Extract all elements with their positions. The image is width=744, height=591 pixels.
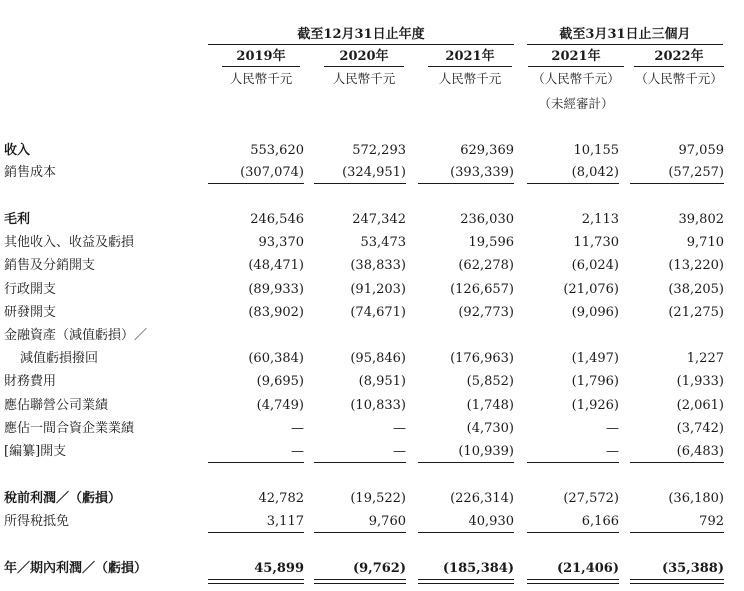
col-header-rule xyxy=(634,66,724,67)
table-cell: (307,074) xyxy=(240,165,304,180)
total-double-rule xyxy=(418,579,514,584)
table-cell: (5,852) xyxy=(466,374,514,389)
table-cell: (8,951) xyxy=(358,374,406,389)
row-label: 應佔聯營公司業績 xyxy=(4,398,109,413)
col-header-year: 2019年 xyxy=(236,49,286,64)
table-cell: 93,370 xyxy=(258,235,304,250)
col-header-note: （未經審計） xyxy=(538,96,614,111)
table-cell: (10,833) xyxy=(350,398,406,413)
subtotal-rule xyxy=(314,462,406,463)
table-cell: 629,369 xyxy=(460,143,514,158)
subtotal-rule xyxy=(630,183,724,184)
subtotal-rule xyxy=(630,532,724,533)
table-cell: (19,522) xyxy=(350,491,406,506)
row-label: 稅前利潤／（虧損） xyxy=(4,491,122,506)
col-header-rule xyxy=(324,66,404,67)
table-cell: (393,339) xyxy=(450,165,514,180)
table-cell: (185,384) xyxy=(442,561,514,576)
table-cell: 792 xyxy=(699,514,724,529)
table-cell: (91,203) xyxy=(350,282,406,297)
table-cell: 97,059 xyxy=(678,143,724,158)
table-cell: (4,749) xyxy=(256,398,304,413)
table-cell: (2,061) xyxy=(676,398,724,413)
row-label-continued: 減值虧損撥回 xyxy=(20,351,99,366)
table-cell: (57,257) xyxy=(668,165,724,180)
table-cell: (38,833) xyxy=(350,258,406,273)
table-cell: (9,695) xyxy=(256,374,304,389)
table-cell: 553,620 xyxy=(250,143,304,158)
total-double-rule xyxy=(630,579,724,584)
table-cell: (48,471) xyxy=(248,258,304,273)
subtotal-rule xyxy=(527,532,619,533)
table-cell: (324,951) xyxy=(342,165,406,180)
table-cell: 247,342 xyxy=(352,212,406,227)
table-cell: (126,657) xyxy=(450,282,514,297)
table-cell: 9,710 xyxy=(686,235,724,250)
table-cell: 246,546 xyxy=(250,212,304,227)
total-double-rule xyxy=(208,579,304,584)
total-double-rule xyxy=(527,579,619,584)
col-header-unit: 人民幣千元 xyxy=(332,71,396,86)
table-cell: (6,024) xyxy=(571,258,619,273)
table-cell: (1,748) xyxy=(466,398,514,413)
table-cell: (9,762) xyxy=(352,561,406,576)
subtotal-rule xyxy=(314,532,406,533)
col-header-rule xyxy=(222,66,300,67)
table-cell: 19,596 xyxy=(468,235,514,250)
table-cell: 1,227 xyxy=(686,351,724,366)
group-header-quarter-rule xyxy=(527,44,723,45)
table-cell: 236,030 xyxy=(460,212,514,227)
subtotal-rule xyxy=(527,183,619,184)
table-cell: (36,180) xyxy=(668,491,724,506)
subtotal-rule xyxy=(208,183,304,184)
col-header-year: 2022年 xyxy=(654,49,704,64)
table-cell: (13,220) xyxy=(668,258,724,273)
table-cell: (1,796) xyxy=(571,374,619,389)
table-cell: — xyxy=(393,444,406,459)
row-label: 銷售成本 xyxy=(4,165,57,180)
table-cell: (21,076) xyxy=(563,282,619,297)
table-cell: 9,760 xyxy=(368,514,406,529)
row-label: 行政開支 xyxy=(4,282,57,297)
table-cell: (74,671) xyxy=(350,305,406,320)
table-cell: (10,939) xyxy=(458,444,514,459)
row-label: 毛利 xyxy=(4,212,31,227)
subtotal-rule xyxy=(630,462,724,463)
table-cell: (21,406) xyxy=(556,561,619,576)
table-cell: — xyxy=(606,444,619,459)
table-cell: 11,730 xyxy=(573,235,619,250)
row-label: 應佔一間合資企業業績 xyxy=(4,421,135,436)
table-cell: (83,902) xyxy=(248,305,304,320)
table-cell: (35,388) xyxy=(661,561,724,576)
table-cell: (92,773) xyxy=(458,305,514,320)
table-cell: (6,483) xyxy=(676,444,724,459)
row-label: 銷售及分銷開支 xyxy=(4,258,96,273)
table-cell: (8,042) xyxy=(571,165,619,180)
col-header-rule xyxy=(428,66,512,67)
table-cell: (1,497) xyxy=(571,351,619,366)
table-cell: 6,166 xyxy=(581,514,619,529)
col-header-year: 2020年 xyxy=(339,49,389,64)
row-label: 研發開支 xyxy=(4,305,57,320)
table-cell: (89,933) xyxy=(248,282,304,297)
table-cell: 3,117 xyxy=(266,514,304,529)
table-cell: — xyxy=(606,421,619,436)
row-label: 財務費用 xyxy=(4,374,57,389)
subtotal-rule xyxy=(314,183,406,184)
subtotal-rule xyxy=(418,462,514,463)
table-cell: 10,155 xyxy=(573,143,619,158)
col-header-unit: （人民幣千元） xyxy=(635,71,723,86)
col-header-unit: 人民幣千元 xyxy=(438,71,502,86)
table-cell: (176,963) xyxy=(450,351,514,366)
row-label: 金融資產（減值虧損）／ xyxy=(4,328,148,343)
subtotal-rule xyxy=(527,462,619,463)
total-double-rule xyxy=(314,579,406,584)
col-header-rule xyxy=(528,66,624,67)
table-cell: — xyxy=(291,421,304,436)
table-cell: — xyxy=(291,444,304,459)
table-cell: (60,384) xyxy=(248,351,304,366)
group-header-year-rule xyxy=(208,44,514,45)
table-cell: 2,113 xyxy=(581,212,619,227)
table-cell: 45,899 xyxy=(254,561,304,576)
table-cell: 39,802 xyxy=(678,212,724,227)
table-cell: (1,933) xyxy=(676,374,724,389)
table-cell: (3,742) xyxy=(676,421,724,436)
table-cell: (226,314) xyxy=(450,491,514,506)
table-cell: (1,926) xyxy=(571,398,619,413)
table-cell: 572,293 xyxy=(352,143,406,158)
table-cell: (95,846) xyxy=(350,351,406,366)
table-cell: (4,730) xyxy=(466,421,514,436)
row-label: 收入 xyxy=(4,143,31,158)
group-header-year: 截至12月31日止年度 xyxy=(297,27,425,42)
col-header-unit: （人民幣千元） xyxy=(532,71,620,86)
subtotal-rule xyxy=(418,183,514,184)
subtotal-rule xyxy=(418,532,514,533)
table-cell: (27,572) xyxy=(563,491,619,506)
table-cell: (21,275) xyxy=(668,305,724,320)
col-header-year: 2021年 xyxy=(551,49,601,64)
row-label: 年／期內利潤／（虧損） xyxy=(4,561,148,576)
row-label: 其他收入、收益及虧損 xyxy=(4,235,135,250)
table-cell: 40,930 xyxy=(468,514,514,529)
table-cell: 42,782 xyxy=(258,491,304,506)
col-header-unit: 人民幣千元 xyxy=(229,71,293,86)
col-header-year: 2021年 xyxy=(445,49,495,64)
group-header-quarter: 截至3月31日止三個月 xyxy=(559,27,691,42)
subtotal-rule xyxy=(208,462,304,463)
table-cell: 53,473 xyxy=(360,235,406,250)
table-cell: — xyxy=(393,421,406,436)
table-cell: (62,278) xyxy=(458,258,514,273)
table-cell: (38,205) xyxy=(668,282,724,297)
subtotal-rule xyxy=(208,532,304,533)
table-cell: (9,096) xyxy=(571,305,619,320)
row-label: [編纂]開支 xyxy=(4,444,67,459)
row-label: 所得稅抵免 xyxy=(4,514,70,529)
